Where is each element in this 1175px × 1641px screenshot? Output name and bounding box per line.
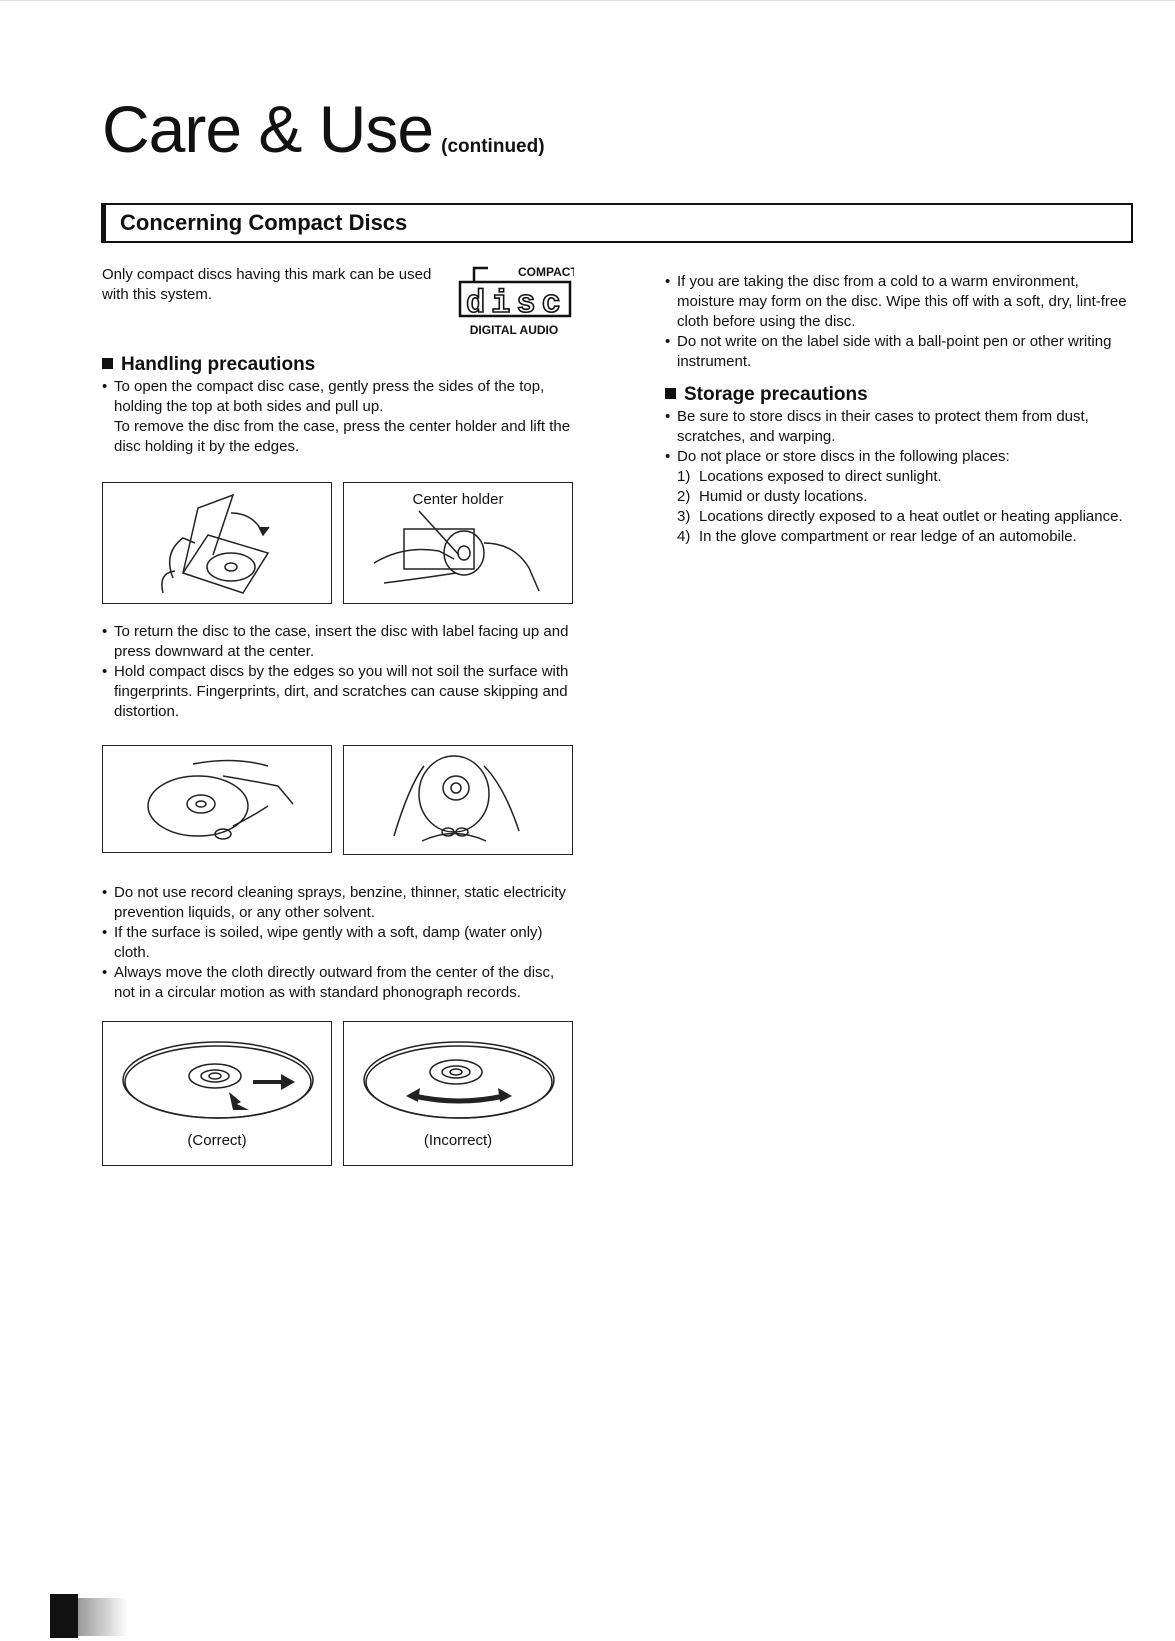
- figure-center-holder: [343, 482, 573, 604]
- handling-heading-text: Handling precautions: [121, 354, 316, 375]
- storage-heading: [665, 385, 1133, 405]
- scan-shadow: [78, 1598, 128, 1636]
- list-item: • Hold compact discs by the edges so you will not soil the surface with fingerprints. Fingerprints, dirt, and scratches can cause skipping and distortion.: [102, 662, 574, 722]
- arrow-down-icon: [229, 1092, 249, 1110]
- list-item: 2) Humid or dusty locations.: [677, 488, 868, 505]
- square-bullet-icon: [102, 358, 113, 369]
- list-item: 4) In the glove compartment or rear ledge of an automobile.: [677, 528, 1077, 545]
- figure-open-case: [102, 482, 332, 604]
- open-case-illustration: [103, 483, 333, 605]
- list-item: • Do not write on the label side with a ball-point pen or other writing instrument.: [665, 332, 1133, 372]
- list-item: • Be sure to store discs in their cases to protect them from dust, scratches, and warping.: [665, 407, 1133, 447]
- storage-places-list: [665, 467, 1133, 547]
- page-title: [102, 92, 545, 166]
- handling-bullets-3: [102, 883, 574, 1003]
- handling-section: [102, 355, 574, 457]
- list-item: • Do not use record cleaning sprays, benzine, thinner, static electricity prevention liquids, or any other solvent.: [102, 883, 574, 923]
- page-corner-mark: [50, 1594, 78, 1638]
- top-rule: [0, 0, 1175, 1]
- list-item: • If you are taking the disc from a cold to a warm environment, moisture may form on the disc. Wipe this off with a soft, dry, lint-free cloth before using the disc.: [665, 272, 1133, 332]
- square-bullet-icon: [665, 388, 676, 399]
- page-title-suffix: (continued): [441, 136, 545, 157]
- right-bullets: [665, 272, 1133, 372]
- intro-text: Only compact discs having this mark can be used with this system.: [102, 266, 432, 303]
- compact-disc-logo: [458, 266, 574, 340]
- list-item: • To return the disc to the case, insert the disc with label facing up and press downward at the center.: [102, 622, 574, 662]
- center-holder-illustration: [344, 483, 574, 605]
- figure-two-hands: [343, 745, 573, 855]
- logo-bottom-text: DIGITAL AUDIO: [469, 323, 559, 337]
- curved-arrow-icon: [414, 1096, 504, 1101]
- list-item: 3) Locations directly exposed to a heat outlet or heating appliance.: [677, 508, 1123, 525]
- logo-top-text: COMPACT: [518, 266, 574, 279]
- storage-heading-text: Storage precautions: [684, 384, 868, 405]
- list-item: • If the surface is soiled, wipe gently with a soft, damp (water only) cloth.: [102, 923, 574, 963]
- list-item: • To open the compact disc case, gently press the sides of the top, holding the top at both sides and pull up.: [102, 377, 574, 417]
- figure-correct-wiping: [102, 1021, 332, 1166]
- list-item: • Do not place or store discs in the following places:: [665, 447, 1133, 467]
- list-item: 1) Locations exposed to direct sunlight.: [677, 468, 942, 485]
- arrow-right-icon: [253, 1074, 295, 1090]
- figure-incorrect-wiping: [343, 1021, 573, 1166]
- hold-edge-illustration: [103, 746, 333, 854]
- logo-word-text: disc: [466, 285, 567, 322]
- section-heading-bar: [101, 203, 1133, 243]
- storage-section: [665, 385, 1133, 547]
- handling-bullets-2: [102, 622, 574, 722]
- incorrect-label: (Incorrect): [423, 1132, 493, 1149]
- handling-heading: [102, 355, 574, 375]
- two-hands-illustration: [344, 746, 574, 856]
- figure-hold-edge: [102, 745, 332, 853]
- correct-label: (Correct): [187, 1132, 247, 1149]
- center-holder-label: Center holder: [412, 491, 504, 508]
- list-item: • Always move the cloth directly outward from the center of the disc, not in a circular motion as with standard phonograph records.: [102, 963, 574, 1003]
- section-title: Concerning Compact Discs: [120, 210, 408, 235]
- compact-disc-logo-icon: [458, 266, 574, 340]
- page-title-main: Care & Use: [102, 92, 434, 166]
- list-item-continuation: To remove the disc from the case, press the center holder and lift the disc holding it by the edges.: [114, 418, 571, 455]
